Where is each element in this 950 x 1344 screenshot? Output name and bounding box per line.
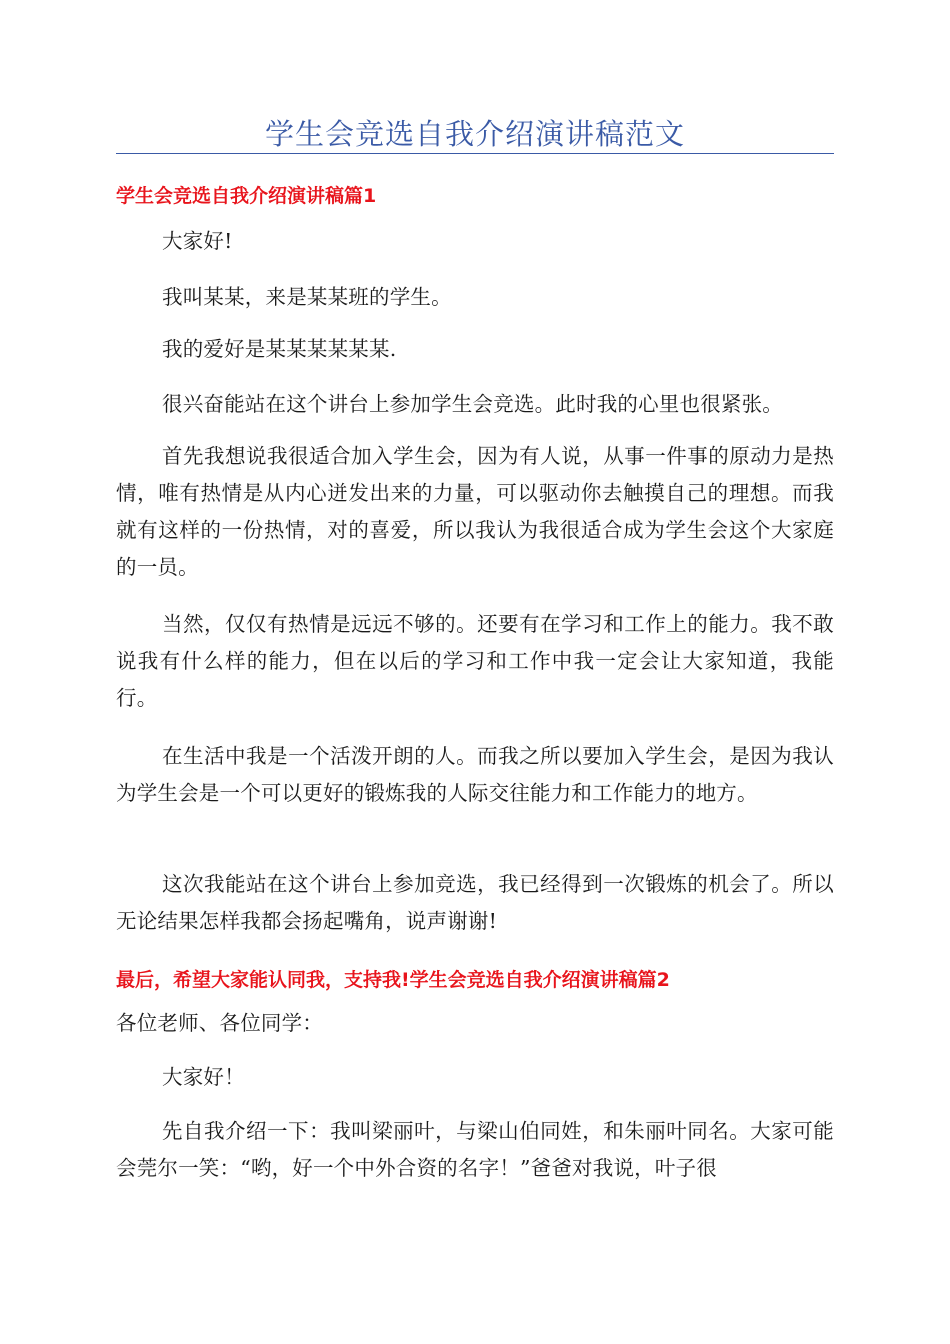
paragraph: 当然，仅仅有热情是远远不够的。还要有在学习和工作上的能力。我不敢说我有什么样的能力，但在以后的学习和工作中我一定会让大家知道，我能行。 [116,612,834,710]
paragraph: 我的爱好是某某某某某某. [162,337,397,361]
paragraph: 大家好! [162,229,233,253]
paragraph: 在生活中我是一个活泼开朗的人。而我之所以要加入学生会，是因为我认为学生会是一个可以更好的锻炼我的人际交往能力和工作能力的地方。 [116,744,834,805]
paragraph: 各位老师、各位同学： [116,1011,323,1035]
paragraph: 大家好！ [162,1065,245,1089]
paragraph: 很兴奋能站在这个讲台上参加学生会竞选。此时我的心里也很紧张。 [162,392,783,416]
paragraph: 首先我想说我很适合加入学生会，因为有人说，从事一件事的原动力是热情，唯有热情是从内心迸发出来的力量，可以驱动你去触摸自己的理想。而我就有这样的一份热情，对的喜爱，所以我认为我很适合成为学生会这个大家庭的一员。 [116,444,834,579]
paragraph: 先自我介绍一下：我叫梁丽叶，与梁山伯同姓，和朱丽叶同名。大家可能会莞尔一笑：“哟，好一个中外合资的名字！”爸爸对我说，叶子很 [116,1119,834,1180]
document-title: 学生会竞选自我介绍演讲稿范文 [264,117,685,151]
section-heading-2: 最后，希望大家能认同我，支持我!学生会竞选自我介绍演讲稿篇2 [116,969,670,991]
section-heading-1: 学生会竞选自我介绍演讲稿篇1 [116,185,377,207]
title-divider [116,153,834,154]
paragraph: 这次我能站在这个讲台上参加竞选，我已经得到一次锻炼的机会了。所以无论结果怎样我都会扬起嘴角，说声谢谢! [116,872,834,933]
paragraph: 我叫某某，来是某某班的学生。 [162,285,452,309]
